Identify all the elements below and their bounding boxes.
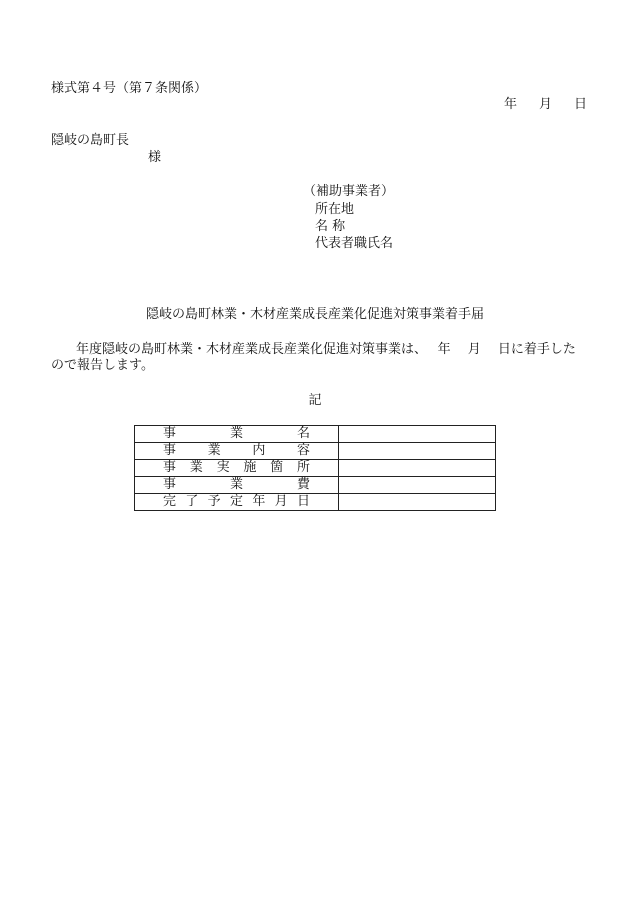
applicant-representative-label: 代表者職氏名 (315, 236, 394, 251)
body-text-line-1: 年度隠岐の島町林業・木材産業成長産業化促進対策事業は、 年 月 日に着手した (76, 342, 576, 357)
recipient-name: 隠岐の島町長 (51, 133, 130, 148)
row-label-project-cost: 事業費 (135, 477, 339, 494)
row-value-project-name[interactable] (339, 426, 496, 443)
table-row (135, 443, 496, 460)
body-text-line-2: ので報告します。 (51, 358, 154, 373)
date-day-label: 日 (574, 97, 588, 112)
row-label-project-content: 事業内容 (135, 443, 339, 460)
row-value-project-cost[interactable] (339, 477, 496, 494)
applicant-name-label: 名 称 (315, 219, 346, 234)
table-row (135, 426, 496, 443)
row-value-completion-date[interactable] (339, 494, 496, 511)
applicant-address-label: 所在地 (315, 202, 355, 217)
form-number: 様式第４号（第７条関係） (51, 81, 208, 96)
applicant-heading: （補助事業者） (303, 184, 395, 199)
date-line (504, 96, 587, 114)
ki-heading: 記 (308, 393, 322, 408)
row-label-completion-date: 完了予定年月日 (135, 494, 339, 511)
table-row (135, 477, 496, 494)
recipient-honorific: 様 (148, 150, 162, 165)
table-row (135, 460, 496, 477)
row-label-project-location: 事業実施箇所 (135, 460, 339, 477)
row-value-project-location[interactable] (339, 460, 496, 477)
table-row (135, 494, 496, 511)
project-table (134, 425, 496, 511)
date-year-label: 年 (504, 97, 518, 112)
row-label-project-name: 事業名 (135, 426, 339, 443)
document-title: 隠岐の島町林業・木材産業成長産業化促進対策事業着手届 (145, 307, 484, 322)
date-month-label: 月 (539, 97, 553, 112)
row-value-project-content[interactable] (339, 443, 496, 460)
